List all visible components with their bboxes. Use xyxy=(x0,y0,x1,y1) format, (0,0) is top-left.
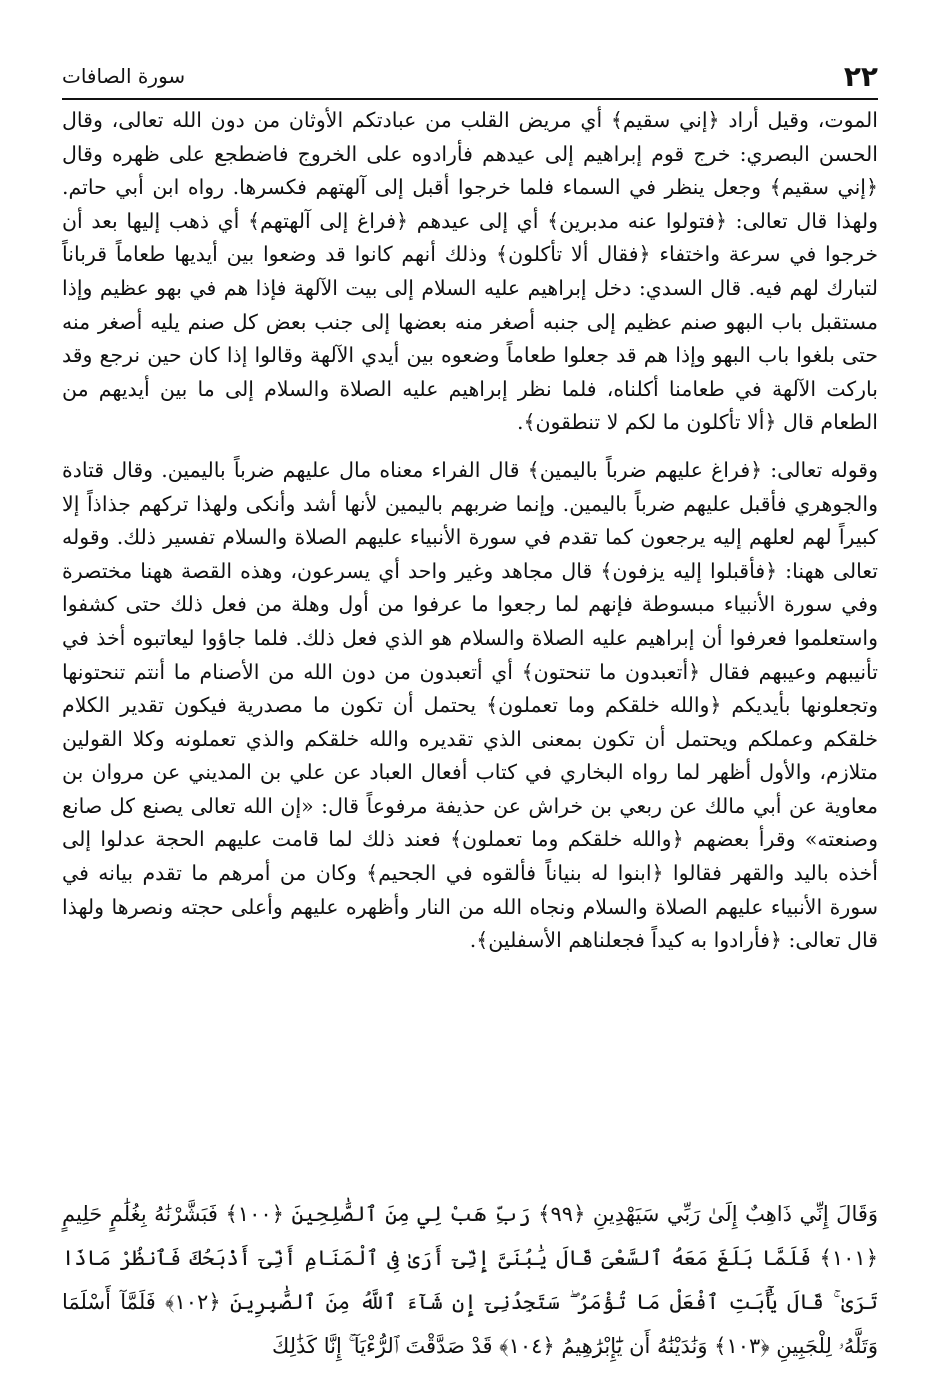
page-header xyxy=(62,58,878,100)
running-title: سورة الصافات xyxy=(62,64,186,88)
commentary-text xyxy=(62,104,878,958)
paragraph: وقوله تعالى: ﴿فراغ عليهم ضرباً باليمين﴾ قال الفراء معناه مال عليهم ضرباً باليمين. وقال قتادة والجوهري فأقبل عليهم ضرباً باليمين. وإنما ضربهم باليمين لأنها أشد وأنكى ولهذا تركهم جذاذاً إلا كبيراً لهم لعلهم إليه يرجعون كما تقدم في سورة الأنبياء عليهم الصلاة والسلام تفسير ذلك. وقوله تعالى ههنا: ﴿فأقبلوا إليه يزفون﴾ قال مجاهد وغير واحد أي يسرعون، وهذه القصة ههنا مختصرة وفي سورة الأنبياء مبسوطة فإنهم لما رجعوا ما عرفوا من أول وهلة من فعل ذلك حتى كشفوا واستعلموا فعرفوا أن إبراهيم عليه الصلاة والسلام هو الذي فعل ذلك. فلما جاؤوا ليعاتبوه أخذ في تأنيبهم وعيبهم فقال ﴿أتعبدون ما تنحتون﴾ أي أتعبدون من دون الله من الأصنام ما أنتم تنحتونها وتجعلونها بأيديكم ﴿والله خلقكم وما تعملون﴾ يحتمل أن تكون ما مصدرية فيكون تقدير الكلام خلقكم وعملكم ويحتمل أن تكون بمعنى الذي تقديره والله خلقكم والذي تعملونه وكلا القولين متلازم، والأول أظهر لما رواه البخاري في كتاب أفعال العباد عن علي بن المديني عن مروان بن معاوية عن أبي مالك عن ربعي بن خراش عن حذيفة مرفوعاً قال: «إن الله تعالى يصنع كل صانع وصنعته» وقرأ بعضهم ﴿والله خلقكم وما تعملون﴾ فعند ذلك لما قامت عليهم الحجة عدلوا إلى أخذه باليد والقهر فقالوا ﴿ابنوا له بنياناً فألقوه في الجحيم﴾ وكان من أمرهم ما تقدم بيانه في سورة الأنبياء عليهم الصلاة والسلام ونجاه الله من النار وأظهره عليهم وأعلى حجته ونصرها ولهذا قال تعالى: ﴿فأرادوا به كيداً فجعلناهم الأسفلين﴾. xyxy=(62,457,878,953)
quran-verses: وَقَالَ إِنِّي ذَاهِبٌ إِلَىٰ رَبِّي سَيَهْدِينِ ﴿٩٩﴾ رَبِّ هَبْ لِي مِنَ ٱلصَّٰلِحِينَ ﴿١٠٠﴾ فَبَشَّرْنَٰهُ بِغُلَٰمٍ حَلِيمٍ ﴿١٠١﴾ فَلَمَّا بَلَغَ مَعَهُ ٱلسَّعْىَ قَالَ يَٰبُنَىَّ إِنِّىٓ أَرَىٰ فِى ٱلْمَنَامِ أَنِّىٓ أَذْبَحُكَ فَٱنظُرْ مَاذَا تَرَىٰ ۚ قَالَ يَٰٓأَبَتِ ٱفْعَلْ مَا تُؤْمَرُ ۖ سَتَجِدُنِىٓ إِن شَآءَ ٱللَّهُ مِنَ ٱلصَّٰبِرِينَ ﴿١٠٢﴾ فَلَمَّآ أَسْلَمَا وَتَلَّهُۥ لِلْجَبِينِ ﴿١٠٣﴾ وَنَٰدَيْنَٰهُ أَن يَٰٓإِبْرَٰهِيمُ ﴿١٠٤﴾ قَدْ صَدَّقْتَ ٱلرُّءْيَآ ۚ إِنَّا كَذَٰلِكَ xyxy=(62,1202,879,1358)
paragraph: الموت، وقيل أراد ﴿إني سقيم﴾ أي مريض القلب من عبادتكم الأوثان من دون الله تعالى، وقال الحسن البصري: خرج قوم إبراهيم إلى عيدهم فأرادوه على الخروج فاضطجع على ظهره وقال ﴿إني سقيم﴾ وجعل ينظر في السماء فلما خرجوا أقبل إلى آلهتهم فكسرها. رواه ابن أبي حاتم. ولهذا قال تعالى: ﴿فتولوا عنه مدبرين﴾ أي إلى عيدهم ﴿فراغ إلى آلهتهم﴾ أي ذهب إليها بعد أن خرجوا في سرعة واختفاء ﴿فقال ألا تأكلون﴾ وذلك أنهم كانوا قد وضعوا بين أيديها طعاماً قرباناً لتبارك لهم فيه. قال السدي: دخل إبراهيم عليه السلام إلى بيت الآلهة فإذا هم في بهو عظيم وإذا مستقبل باب البهو صنم عظيم إلى جنبه أصغر منه بعضها إلى جنب بعض كل صنم يليه أصغر منه حتى بلغوا باب البهو وإذا هم قد جعلوا طعاماً وضعوه بين أيدي الآلهة وقالوا إذا كان حين نرجع وقد باركت الآلهة في طعامنا أكلناه، فلما نظر إبراهيم عليه الصلاة والسلام إلى ما بين أيديهم من الطعام قال ﴿ألا تأكلون ما لكم لا تنطقون﴾. xyxy=(62,108,878,435)
page-number: ٢٢ xyxy=(843,60,878,93)
